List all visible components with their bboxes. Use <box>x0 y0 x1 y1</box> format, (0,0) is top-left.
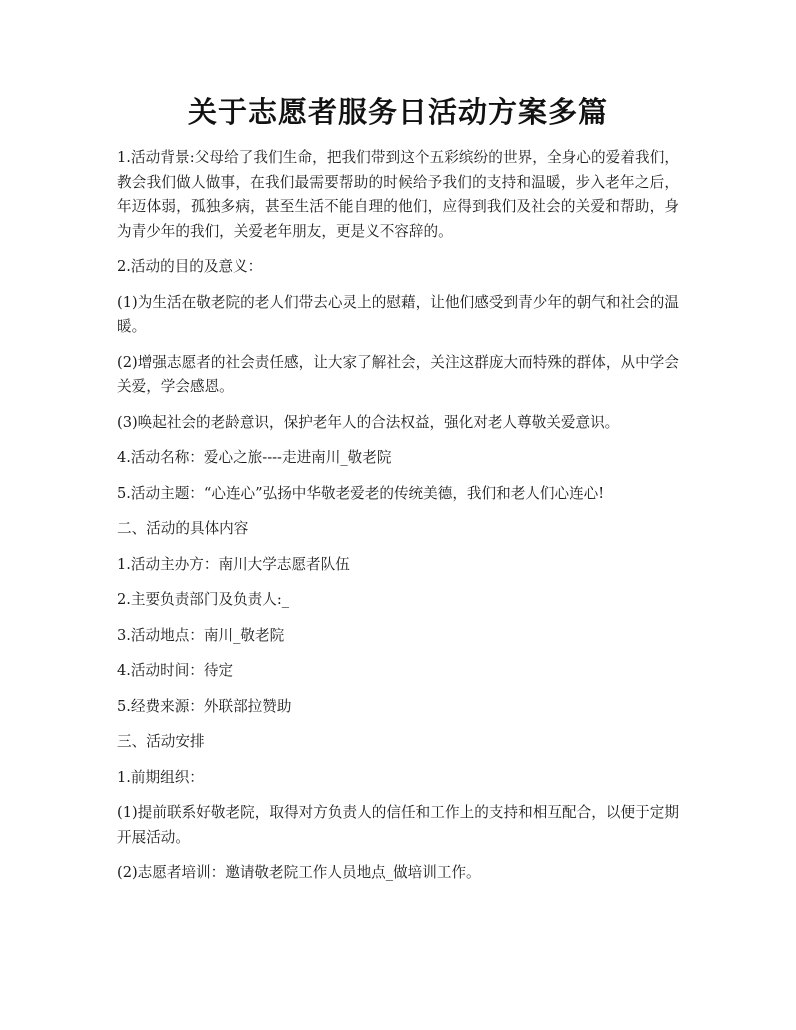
paragraph-department: 2.主要负责部门及负责人:_ <box>117 591 290 608</box>
paragraph-organizer: 1.活动主办方：南川大学志愿者队伍 <box>117 555 350 573</box>
paragraph-purpose-2: (2)增强志愿者的社会责任感，让大家了解社会，关注这群庞大而特殊的群体，从中学会关爱，学会感恩。 <box>117 353 679 395</box>
paragraph-preparation-1: (1)提前联系好敬老院，取得对方负责人的信任和工作上的支持和相互配合，以便于定期开展活动。 <box>117 804 679 846</box>
paragraph-location: 3.活动地点：南川_敬老院 <box>117 626 285 644</box>
section-heading-arrangement: 三、活动安排 <box>117 733 205 750</box>
section-heading-content: 二、活动的具体内容 <box>117 520 249 537</box>
paragraph-activity-theme: 5.活动主题：“心连心”弘扬中华敬老爱老的传统美德，我们和老人们心连心! <box>117 484 605 502</box>
paragraph-purpose-1: (1)为生活在敬老院的老人们带去心灵上的慰藉，让他们感受到青少年的朝气和社会的温暖。 <box>117 293 679 335</box>
paragraph-purpose-heading: 2.活动的目的及意义： <box>117 258 263 275</box>
paragraph-time: 4.活动时间：待定 <box>117 662 234 679</box>
paragraph-preparation: 1.前期组织： <box>117 768 204 786</box>
document-title: 关于志愿者服务日活动方案多篇 <box>187 95 608 129</box>
paragraph-background: 1.活动背景:父母给了我们生命，把我们带到这个五彩缤纷的世界，全身心的爱着我们，教会我们做人做事，在我们最需要帮助的时候给予我们的支持和温暖，步入老年之后，年迈体弱，孤独多病，甚至生活不能自理的他们，应得到我们及社会的关爱和帮助，身为青少年的我们，关爱老年朋友，更是义不容辞的。 <box>117 149 679 240</box>
paragraph-activity-name: 4.活动名称：爱心之旅----走进南川_敬老院 <box>117 449 392 466</box>
paragraph-purpose-3: (3)唤起社会的老龄意识，保护老年人的合法权益，强化对老人尊敬关爱意识。 <box>117 413 620 431</box>
document-body <box>117 146 679 897</box>
paragraph-preparation-2: (2)志愿者培训：邀请敬老院工作人员地点_做培训工作。 <box>117 864 481 881</box>
paragraph-funding: 5.经费来源：外联部拉赞助 <box>117 697 292 715</box>
